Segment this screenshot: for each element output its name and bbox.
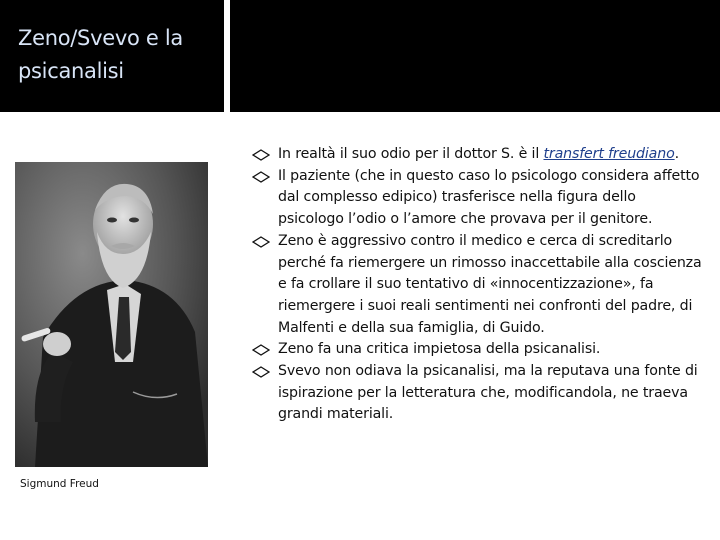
bullet-text: Il paziente (che in questo caso lo psicologo considera affetto dal complesso edipico) trasferisce nella figura dello psicologo l’odio o l’amore che provava per il genitore. [278,167,700,228]
bullet-text: . [674,146,679,162]
title-block [0,0,224,112]
bullet-text: Zeno è aggressivo contro il medico e cerca di screditarlo perché fa riemergere un rimosso inaccettabile alla coscienza e fa crollare il suo tentativo di «innocentizzazione», fa riemergere i suoi reali sentimenti nei confronti del padre, di Malfenti e della sua famiglia, di Guido. [278,232,702,336]
transfert-link[interactable]: transfert freudiano [543,146,675,162]
bullet-item [252,144,702,166]
hollow-diamond-bullet-icon [252,366,270,378]
bullet-item [252,166,702,231]
slide-title: Zeno/Svevo e la psicanalisi [18,26,183,83]
bullet-item [252,231,702,340]
hollow-diamond-bullet-icon [252,149,270,161]
bullet-list [252,144,702,426]
bullet-item [252,361,702,426]
bullet-text: In realtà il suo odio per il dottor S. è il [278,146,544,162]
hollow-diamond-bullet-icon [252,236,270,248]
freud-portrait-photo [15,162,208,467]
photo-caption: Sigmund Freud [20,478,99,490]
bullet-text: Zeno fa una critica impietosa della psicanalisi. [278,341,601,358]
portrait-illustration [15,162,208,467]
bullet-item [252,339,702,361]
hollow-diamond-bullet-icon [252,344,270,356]
bullet-text: Svevo non odiava la psicanalisi, ma la reputava una fonte di ispirazione per la letteratura che, modificandola, ne traeva grandi materiali. [278,363,698,423]
header-bar [230,0,720,112]
hollow-diamond-bullet-icon [252,171,270,183]
